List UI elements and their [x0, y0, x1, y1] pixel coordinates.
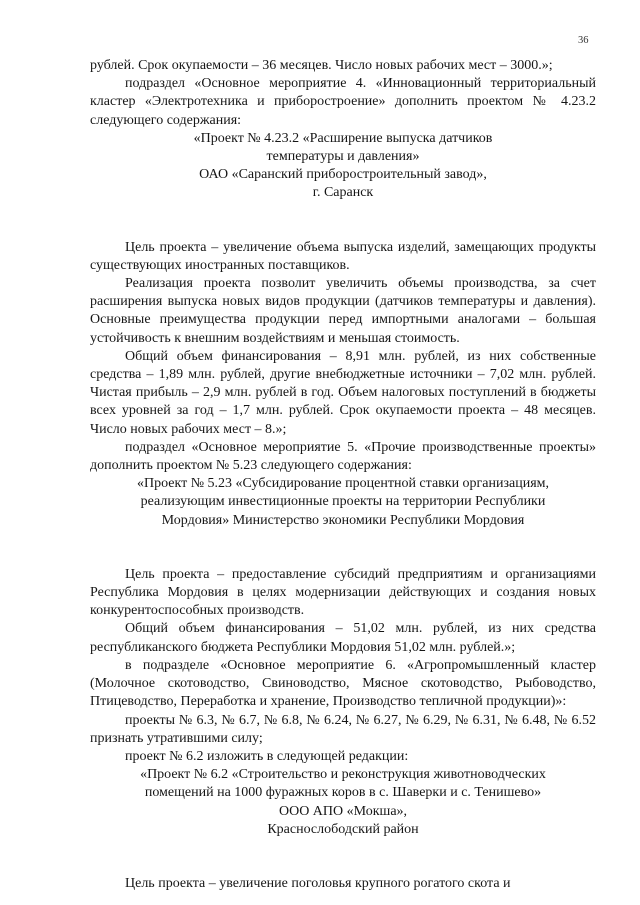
paragraph-gap — [90, 530, 596, 566]
centered-heading: «Проект № 6.2 «Строительство и реконструкция животноводческих помещений на 1000 фуражных коров в с. Шаверки и с. Тенишево» ООО АПО «Мокша», Краснослободский район — [140, 767, 546, 837]
centered-heading: «Проект № 5.23 «Субсидирование процентной ставки организациям, реализующим инвестиционные проекты на территории Республики Мордовия» Министерство экономики Республики Мордовия — [136, 476, 550, 528]
paragraph: Реализация проекта позволит увеличить объемы производства, за счет расширения выпуска новых видов продукции (датчиков температуры и давления). Основные преимущества продукции перед импортными аналогами – большая устойчивость к внешним воздействиям и меньшая стоимость. — [90, 276, 596, 346]
paragraph: Цель проекта – увеличение поголовья крупного рогатого скота и — [125, 875, 511, 891]
paragraph: в подразделе «Основное мероприятие 6. «Агропромышленный кластер (Молочное скотоводство, Свиноводство, Мясное скотоводство, Рыбоводство, Птицеводство, Переработка и хранение, Производство тепличной продукции)»: — [90, 657, 596, 710]
paragraph: проект № 6.2 изложить в следующей редакции: — [125, 748, 409, 764]
centered-heading: «Проект № 4.23.2 «Расширение выпуска датчиков температуры и давления» ОАО «Саранский приборостроительный завод», г. Саранск — [193, 130, 493, 201]
paragraph: проекты № 6.3, № 6.7, № 6.8, № 6.24, № 6.27, № 6.29, № 6.31, № 6.48, № 6.52 признать утратившими силу; — [90, 712, 596, 746]
paragraph: подраздел «Основное мероприятие 5. «Прочие производственные проекты» дополнить проектом № 5.23 следующего содержания: — [90, 439, 596, 474]
page-number: 36 — [578, 35, 589, 46]
paragraph: Общий объем финансирования – 51,02 млн. рублей, из них средства республиканского бюджета Республики Мордовия 51,02 млн. рублей.»; — [90, 621, 596, 655]
paragraph: подраздел «Основное мероприятие 4. «Инновационный территориальный кластер «Электротехника и приборостроение» дополнить проектом № 4.23.2 следующего содержания: — [90, 76, 596, 128]
paragraph: Общий объем финансирования – 8,91 млн. рублей, из них собственные средства – 1,89 млн. рублей, другие внебюджетные источники – 7,02 млн. рублей. Чистая прибыль – 2,9 млн. рублей в год. Объем налоговых поступлений в бюджеты всех уровней за год – 1,7 млн. рублей. Срок окупаемости проекта – 48 месяцев. Число новых рабочих мест – 8.»; — [90, 348, 596, 437]
paragraph: Цель проекта – увеличение объема выпуска изделий, замещающих продукты существующих иностранных поставщиков. — [90, 239, 596, 273]
paragraph-gap — [90, 203, 596, 239]
paragraph: рублей. Срок окупаемости – 36 месяцев. Число новых рабочих мест – 3000.»; — [90, 58, 553, 73]
paragraph: Цель проекта – предоставление субсидий предприятиям и организациями Республика Мордовия в целях модернизации действующих и создания новых конкурентоспособных производств. — [90, 566, 596, 619]
document-body — [90, 57, 596, 893]
paragraph-gap — [90, 839, 596, 875]
